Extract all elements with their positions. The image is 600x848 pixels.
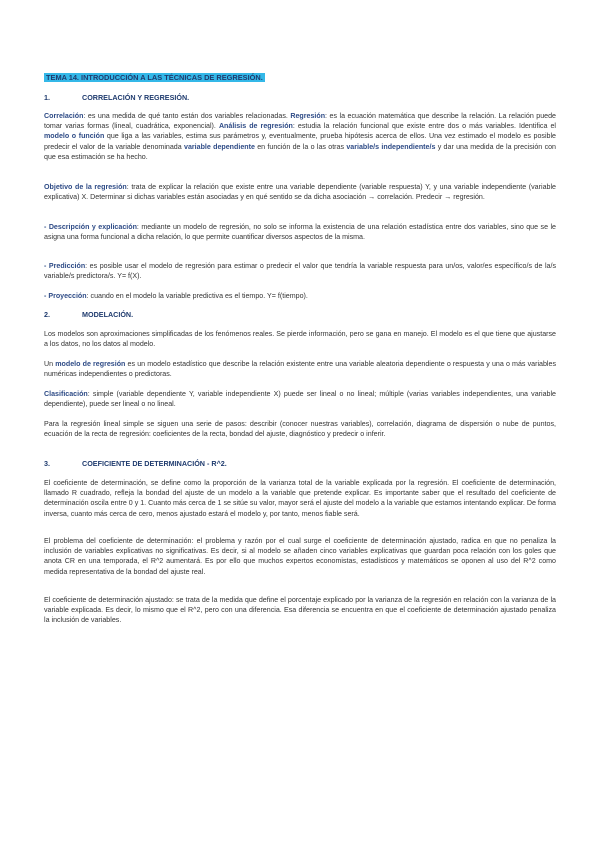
text: es un modelo estadístico que describe la relación existente entre una variable aleatoria dependiente o respuesta y una o más variables numéricas independientes o predictoras.	[44, 360, 556, 379]
text: : cuando en el modelo la variable predictiva es el tiempo. Y= f(tiempo).	[86, 292, 308, 300]
keyword: - Proyección	[44, 292, 87, 300]
keyword: - Descripción y explicación	[44, 223, 137, 231]
paragraph-prediccion	[44, 261, 556, 281]
keyword: modelo de regresión	[55, 360, 126, 368]
text: El coeficiente de determinación, se define como la proporción de la varianza total de la variable explicada por la regresión. El coeficiente de determinación, llamado R cuadrado, refleja la bondad del ajuste de un modelo a la variable que pretende explicar. Es importante saber que el resultado del coeficiente de determinación oscila entre 0 y 1. Cuanto más cerca de 1 se sitúe su valor, mayor será el ajuste del modelo a la variable que estamos intentando explicar. De forma inversa, cuanto más cerca de cero, menos ajustado estará el modelo y, por tanto, menos fiable será.	[44, 479, 556, 518]
section-number: 2.	[44, 310, 50, 319]
paragraph-problema	[44, 536, 556, 577]
paragraph-modelo-regresion	[44, 359, 556, 379]
text: : estudia la relación funcional que existe entre dos o más variables. Identifica el	[292, 122, 556, 131]
document-title: TEMA 14. INTRODUCCIÓN A LAS TÉCNICAS DE REGRESIÓN.	[46, 73, 263, 82]
text: : simple (variable dependiente Y, variable independiente X) puede ser lineal o no lineal; múltiple (varias variables independientes, una variable dependiente), puede ser lineal o no lineal.	[44, 390, 556, 409]
paragraph-descripcion	[44, 222, 556, 242]
text: : mediante un modelo de regresión, no solo se informa la existencia de una relación estadística entre dos variables, sino que se le asigna una forma funcional a dicha relación, lo que permite cuantificar diversos aspectos de la misma.	[44, 223, 556, 242]
paragraph-objetivo	[44, 182, 556, 202]
paragraph-modelos	[44, 329, 556, 349]
text: y dar una medida de la precisión con que esa estimación se ha hecho.	[44, 142, 557, 161]
section-number: 1.	[44, 93, 50, 102]
text: : es posible usar el modelo de regresión para estimar o predecir el valor que tendría la variable respuesta para un/os, valor/es específico/s de la/s variable/s predictora/s. Y= f(X).	[44, 262, 556, 281]
paragraph-correlacion	[44, 111, 556, 162]
section-heading-3	[44, 459, 227, 468]
text: Un	[44, 360, 56, 368]
keyword: Clasificación	[44, 390, 88, 398]
keyword: Regresión	[290, 112, 326, 120]
keyword: - Predicción	[44, 262, 86, 270]
paragraph-coeficiente	[44, 478, 556, 519]
text: : es una medida de qué tanto están dos variables relacionadas.	[83, 112, 291, 120]
keyword: variable/s independiente/s	[346, 142, 436, 151]
section-heading-1	[44, 93, 189, 102]
paragraph-clasificacion	[44, 389, 556, 409]
keyword: modelo o función	[44, 132, 105, 141]
section-title: COEFICIENTE DE DETERMINACIÓN - R^2.	[82, 459, 227, 468]
keyword: Correlación	[44, 112, 84, 120]
section-heading-2	[44, 310, 133, 319]
text: en función de la o las otras	[254, 142, 347, 151]
paragraph-proyeccion	[44, 291, 556, 301]
text: Para la regresión lineal simple se siguen una serie de pasos: describir (conocer nuestras variables), correlación, diagrama de dispersión o nube de puntos, ecuación de la recta de regresión: coeficientes de la recta, bondad del ajuste, diagnóstico y predecir o inferir.	[44, 420, 556, 439]
text: : es la ecuación matemática que describe la relación. La relación puede tomar varias formas (lineal, cuadrática, exponencial).	[44, 112, 557, 131]
section-title: CORRELACIÓN Y REGRESIÓN.	[82, 93, 190, 102]
paragraph-ajustado	[44, 595, 556, 626]
text: El coeficiente de determinación ajustado: se trata de la medida que define el porcentaje explicado por la varianza de la regresión en relación con la varianza de la variable explicada. Es decir, lo mismo que el R^2, pero con una diferencia. Esa diferencia se encuentra en que el coeficiente de determinación ajustado penaliza la inclusión de variables.	[44, 596, 556, 625]
keyword: variable dependiente	[184, 142, 255, 151]
text: Los modelos son aproximaciones simplificadas de los fenómenos reales. Se pierde información, pero se gana en manejo. El modelo es el que tiene que ajustarse a los datos, no los datos al modelo.	[44, 330, 556, 349]
text: que liga a las variables, estima sus parámetros y, eventualmente, prueba hipótesis acerca de ellos. Una vez estimado el modelo es posible predecir el valor de la variable denominada	[44, 132, 557, 151]
text: : trata de explicar la relación que existe entre una variable dependiente (variable respuesta) Y, y una variable independiente (variable explicativa) X. Determinar si dichas variables están asociadas y en qué sentido se da dicha asociación → correlación. Predecir → regresión.	[44, 183, 556, 202]
paragraph-pasos	[44, 419, 556, 439]
keyword: Análisis de regresión	[218, 122, 293, 131]
section-number: 3.	[44, 459, 50, 468]
section-title: MODELACIÓN.	[82, 310, 134, 319]
text: El problema del coeficiente de determinación: el problema y razón por el cual surge el coeficiente de determinación ajustado, radica en que no penaliza la inclusión de variables explicativas no significativas. Es decir, si al modelo se añaden cinco variables explicativas que guardan poca relación con los goles que anota CR en una temporada, el R^2 aumentará. Es por ello que muchos expertos economistas, estadísticos y matemáticos se oponen al uso del R^2 como medida representativa de la bondad del ajuste real.	[44, 537, 556, 576]
keyword: Objetivo de la regresión	[44, 183, 127, 191]
